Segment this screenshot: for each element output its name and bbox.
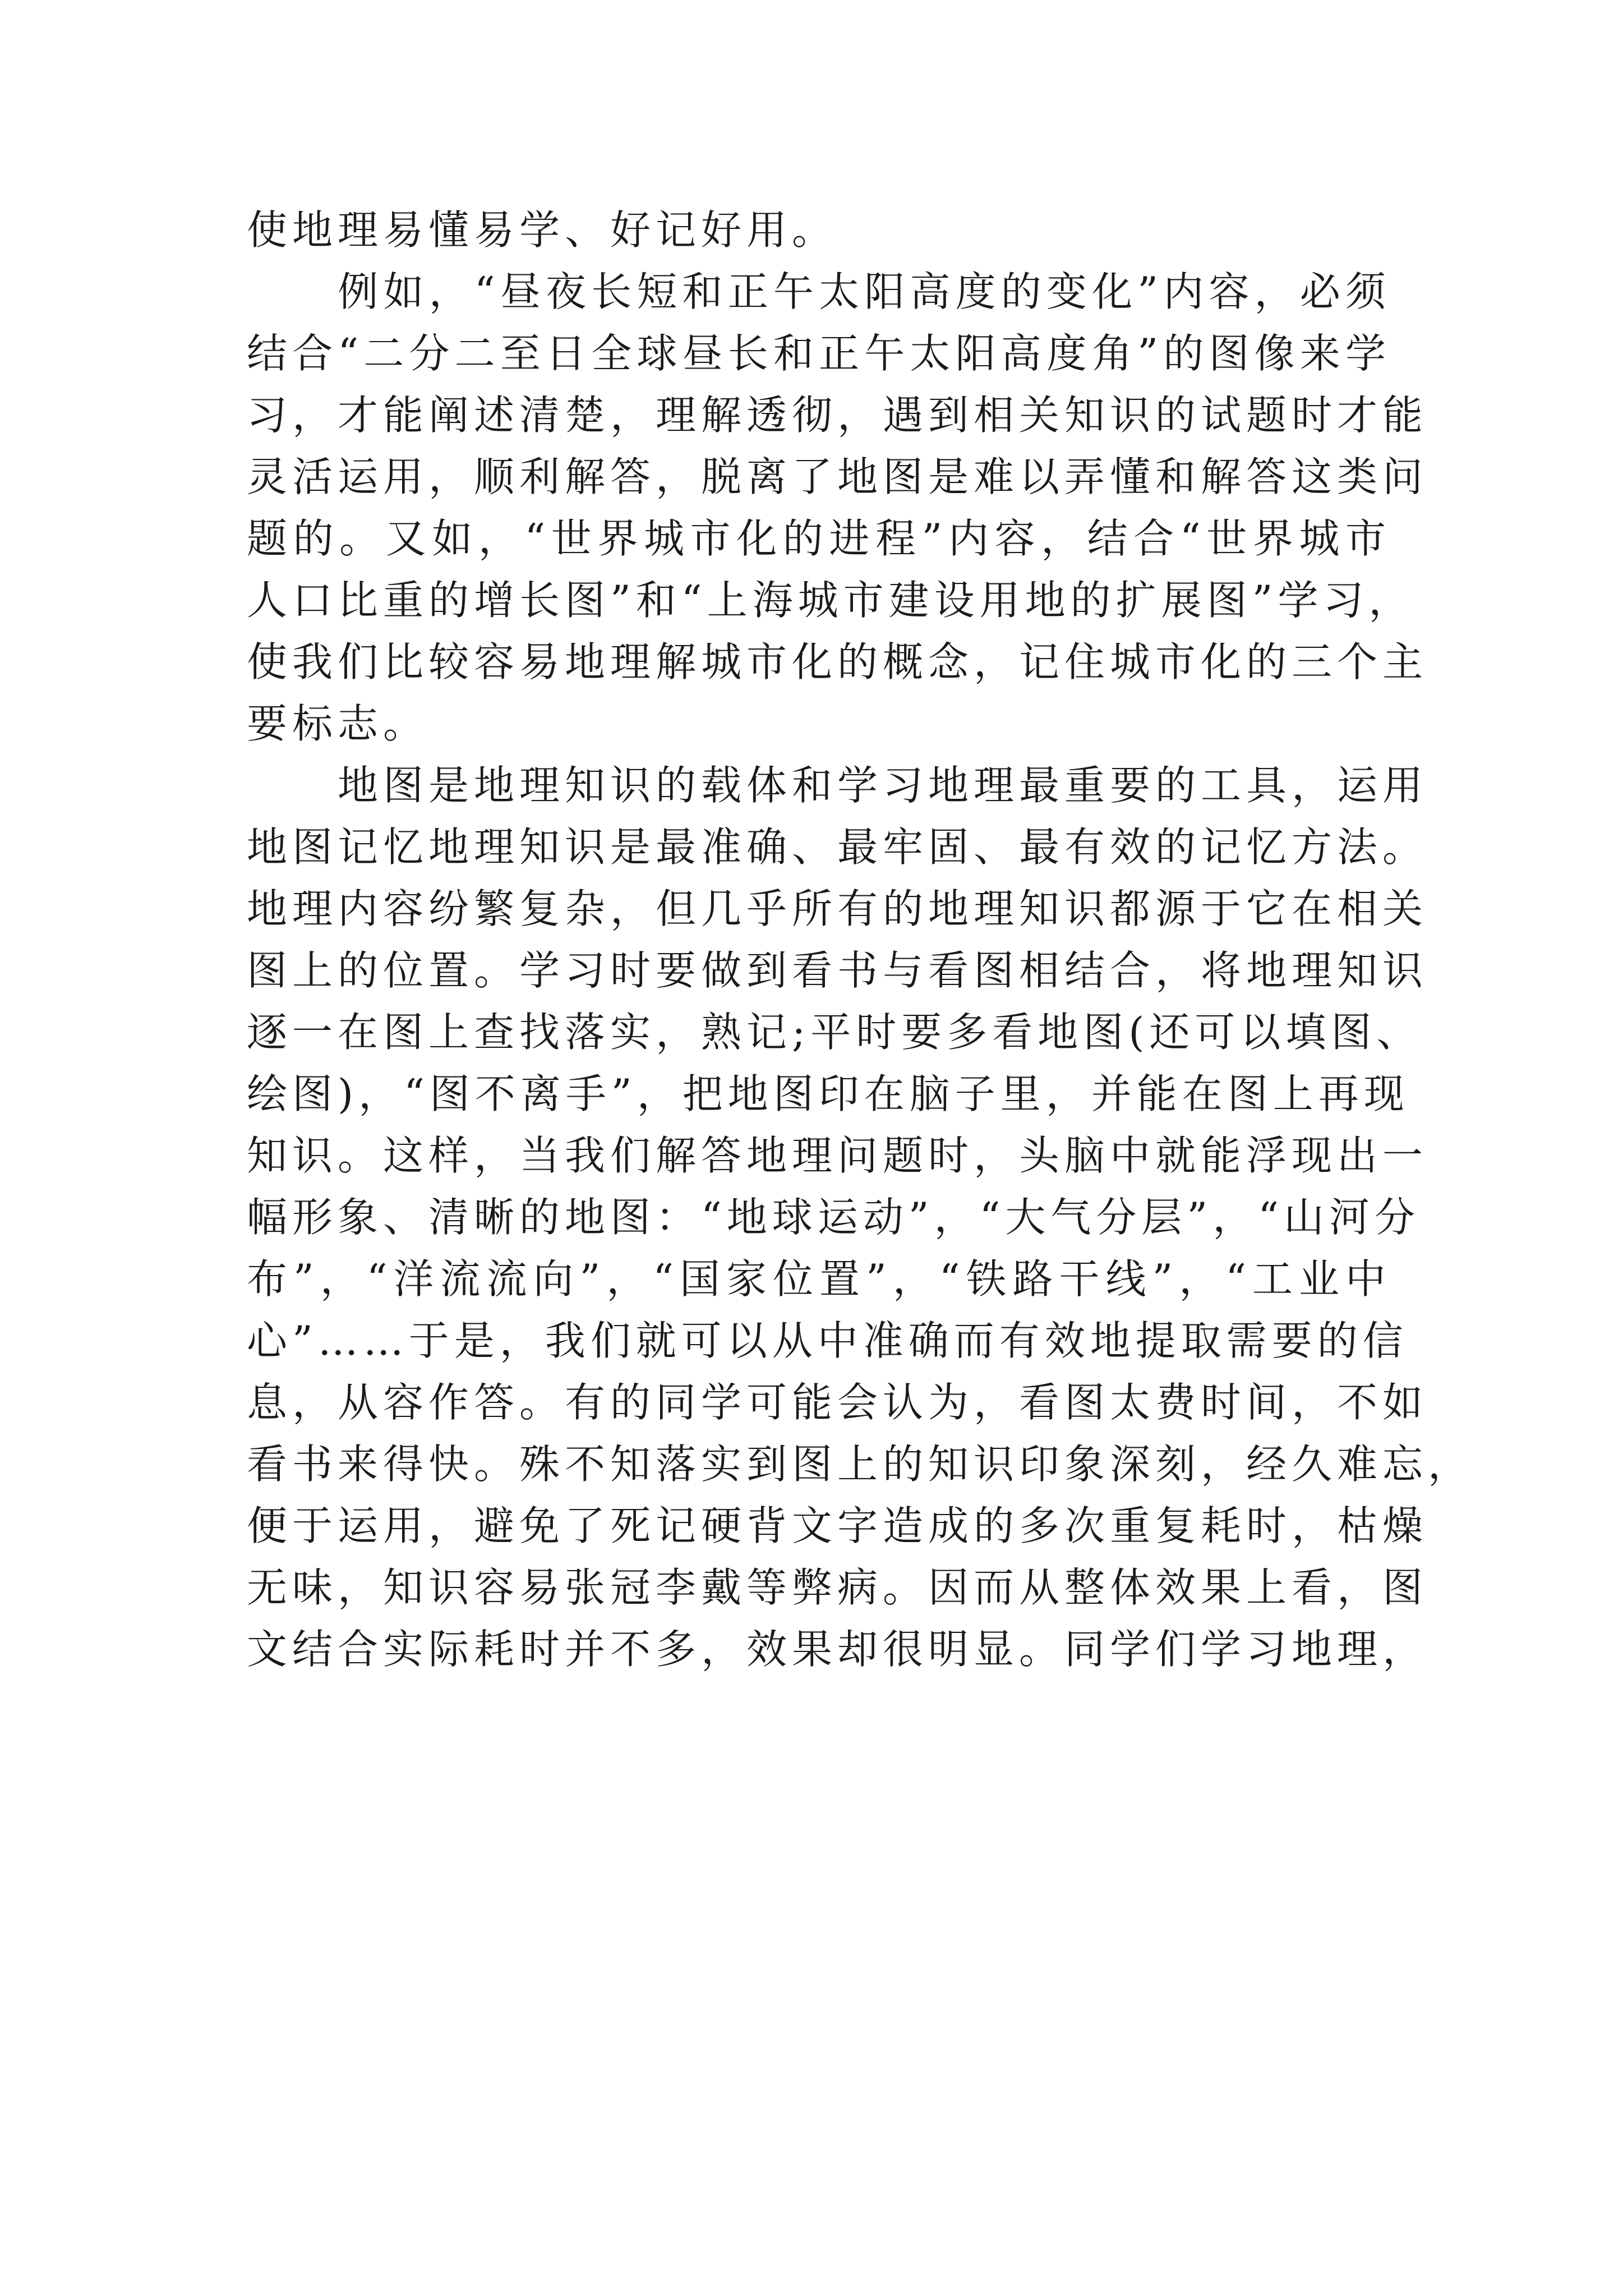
- text-line: 逐一在图上查找落实，熟记;平时要多看地图(还可以填图、: [247, 1009, 1422, 1056]
- text-line: 灵活运用，顺利解答，脱离了地图是难以弄懂和解答这类问: [247, 453, 1428, 500]
- text-line: 人口比重的增长图”和“上海城市建设用地的扩展图”学习，: [247, 577, 1414, 624]
- text-line: 地理内容纷繁复杂，但几乎所有的地理知识都源于它在相关: [247, 885, 1428, 932]
- body-text: [247, 199, 1474, 1680]
- text-line: 息，从容作答。有的同学可能会认为，看图太费时间，不如: [247, 1379, 1428, 1426]
- text-line: 知识。这样，当我们解答地理问题时，头脑中就能浮现出一: [247, 1132, 1428, 1179]
- text-line: 地图是地理知识的载体和学习地理最重要的工具，运用: [247, 762, 1428, 809]
- text-line: 题的。又如，“世界城市化的进程”内容，结合“世界城市: [247, 515, 1391, 562]
- text-line: 文结合实际耗时并不多，效果却很明显。同学们学习地理，: [247, 1626, 1428, 1673]
- text-line: 无味，知识容易张冠李戴等弊病。因而从整体效果上看，图: [247, 1564, 1428, 1611]
- text-line: 使地理易懂易学、好记好用。: [247, 206, 838, 254]
- text-line: 要标志。: [247, 700, 429, 747]
- text-line: 布”，“洋流流向”，“国家位置”，“铁路干线”，“工业中: [247, 1255, 1391, 1303]
- text-line: 使我们比较容易地理解城市化的概念，记住城市化的三个主: [247, 638, 1428, 685]
- text-line: 便于运用，避免了死记硬背文字造成的多次重复耗时，枯燥: [247, 1502, 1428, 1549]
- text-line: 结合“二分二至日全球昼长和正午太阳高度角”的图像来学: [247, 330, 1391, 377]
- text-line: 看书来得快。殊不知落实到图上的知识印象深刻，经久难忘，: [247, 1441, 1474, 1488]
- text-line: 幅形象、清晰的地图：“地球运动”，“大气分层”，“山河分: [247, 1194, 1421, 1241]
- text-line: 习，才能阐述清楚，理解透彻，遇到相关知识的试题时才能: [247, 392, 1428, 439]
- text-line: 绘图)，“图不离手”，把地图印在脑子里，并能在图上再现: [247, 1070, 1409, 1117]
- text-line: 例如，“昼夜长短和正午太阳高度的变化”内容，必须: [247, 268, 1391, 315]
- text-line: 心”……于是，我们就可以从中准确而有效地提取需要的信: [247, 1317, 1408, 1364]
- text-line: 地图记忆地理知识是最准确、最牢固、最有效的记忆方法。: [247, 823, 1428, 871]
- text-line: 图上的位置。学习时要做到看书与看图相结合，将地理知识: [247, 947, 1428, 994]
